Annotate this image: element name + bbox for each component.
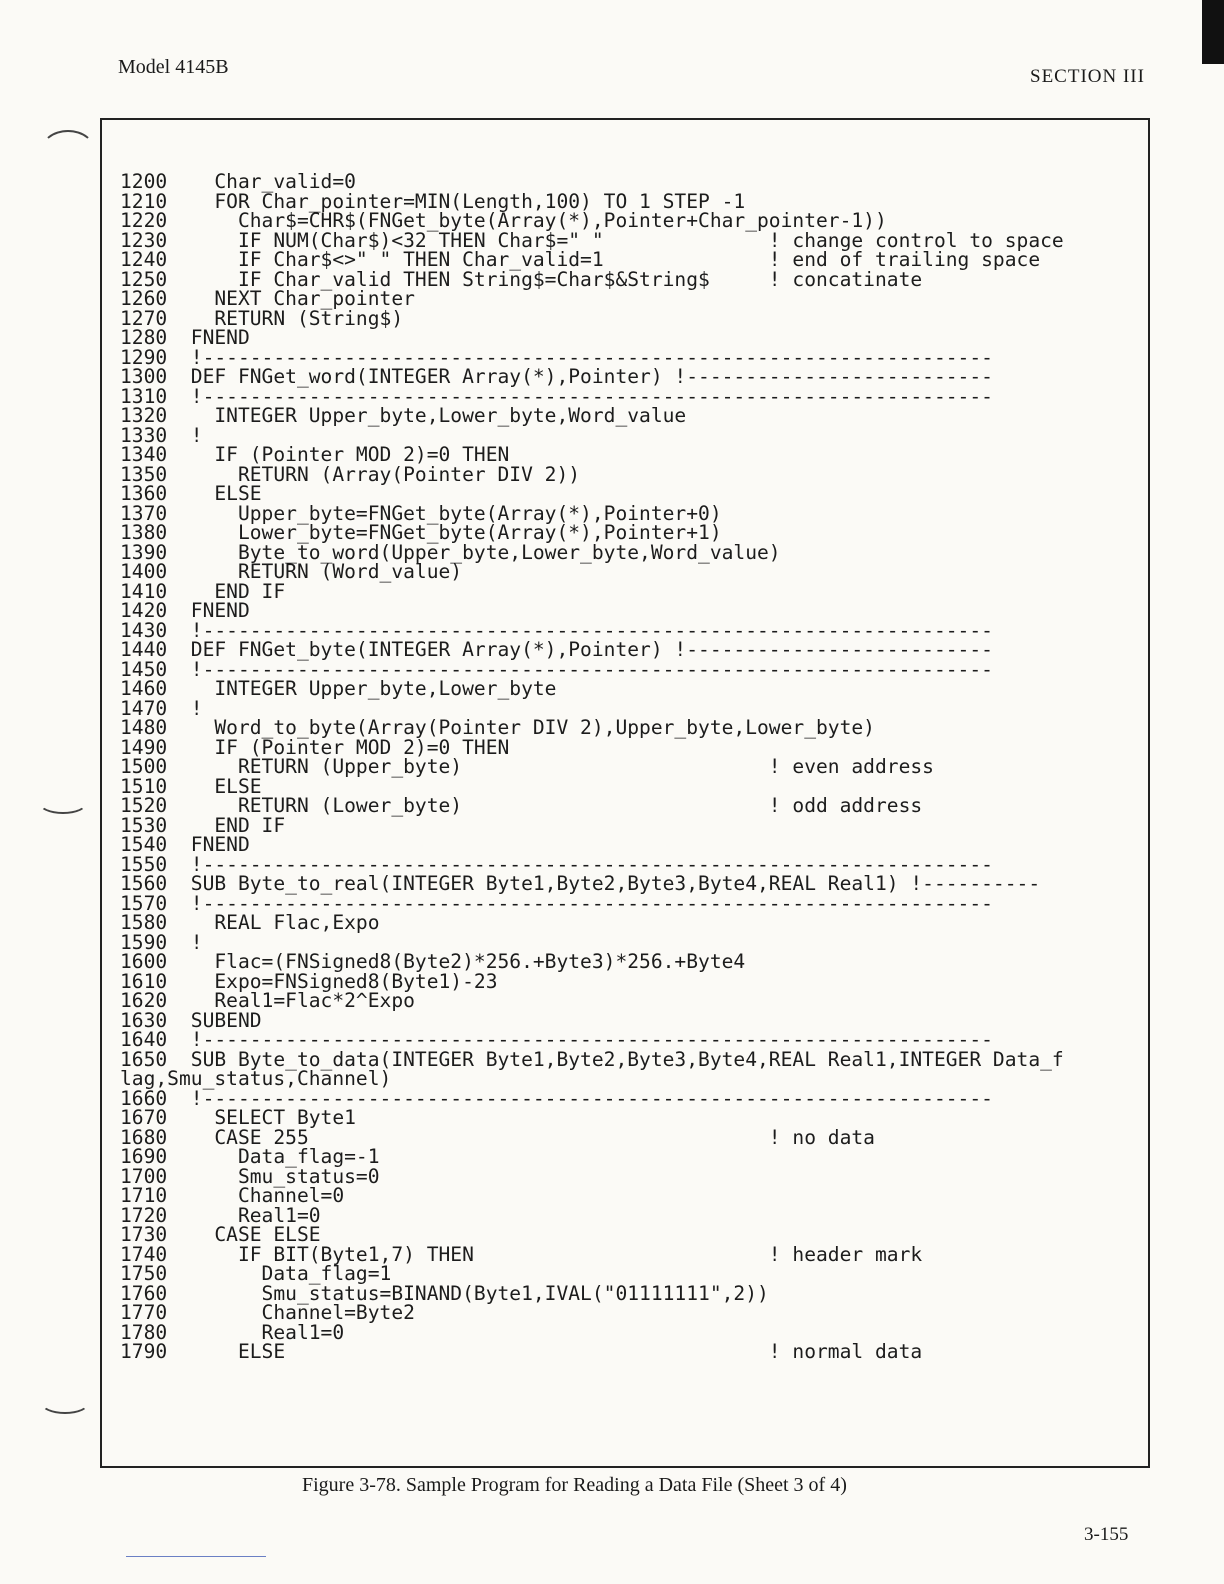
code-line: 1300 DEF FNGet_word(INTEGER Array(*),Pointer) !-------------------------- [120, 365, 993, 388]
code-line: 1500 RETURN (Upper_byte) ! even address [120, 755, 934, 778]
code-line: 1790 ELSE ! normal data [120, 1340, 923, 1363]
code-line: 1220 Char$=CHR$(FNGet_byte(Array(*),Pointer+Char_pointer-1)) [120, 209, 887, 232]
code-line: lag,Smu_status,Channel) [120, 1067, 392, 1090]
code-line: 1250 IF Char_valid THEN String$=Char$&String$ ! concatinate [120, 267, 923, 291]
code-line: 1480 Word_to_byte(Array(Pointer DIV 2),Upper_byte,Lower_byte) [120, 716, 875, 739]
code-line: 1380 Lower_byte=FNGet_byte(Array(*),Pointer+1) [120, 521, 722, 544]
code-line: 1660 !------------------------------------------------------------------- [120, 1086, 993, 1110]
code-line: 1240 IF Char$<>" " THEN Char_valid=1 ! end of trailing space [120, 248, 1041, 271]
code-line: 1330 ! [120, 423, 203, 447]
code-line: 1470 ! [120, 696, 203, 720]
page-number: 3-155 [1084, 1524, 1129, 1545]
code-line: 1640 !------------------------------------------------------------------- [120, 1028, 993, 1051]
code-line: 1390 Byte_to_word(Upper_byte,Lower_byte,Word_value) [120, 540, 781, 564]
code-line: 1210 FOR Char_pointer=MIN(Length,100) TO 1 STEP -1 [120, 189, 746, 213]
code-line: 1280 FNEND [120, 326, 250, 349]
code-line: 1510 ELSE [120, 774, 262, 798]
code-line: 1690 Data_flag=-1 [120, 1145, 380, 1168]
code-line: 1650 SUB Byte_to_data(INTEGER Byte1,Byte2,Byte3,Byte4,REAL Real1,INTEGER Data_f [120, 1047, 1064, 1071]
code-line: 1630 SUBEND [120, 1008, 262, 1032]
code-line: 1410 END IF [120, 579, 286, 603]
code-line: 1590 ! [120, 930, 203, 954]
code-line: 1620 Real1=Flac*2^Expo [120, 989, 415, 1012]
section-header: SECTION III [1030, 66, 1145, 87]
hole-punch-shadow-bottom [40, 1390, 90, 1414]
binding-edge-mark [1202, 0, 1224, 64]
code-line: 1370 Upper_byte=FNGet_byte(Array(*),Pointer+0) [120, 501, 722, 525]
code-line: 1420 FNEND [120, 599, 250, 622]
code-line: 1230 IF NUM(Char$)<32 THEN Char$=" " ! change control to space [120, 228, 1064, 252]
code-line: 1290 !------------------------------------------------------------------- [120, 345, 993, 369]
code-line: 1560 SUB Byte_to_real(INTEGER Byte1,Byte2,Byte3,Byte4,REAL Real1) !---------- [120, 872, 1041, 895]
hole-punch-shadow-middle [38, 790, 88, 814]
code-line: 1570 !------------------------------------------------------------------- [120, 891, 993, 915]
code-line: 1270 RETURN (String$) [120, 306, 404, 330]
code-line: 1430 !------------------------------------------------------------------- [120, 618, 993, 642]
code-line: 1340 IF (Pointer MOD 2)=0 THEN [120, 443, 510, 466]
code-line: 1670 SELECT Byte1 [120, 1106, 356, 1129]
code-line: 1540 FNEND [120, 833, 250, 856]
code-line: 1400 RETURN (Word_value) [120, 560, 463, 583]
code-line: 1780 Real1=0 [120, 1320, 345, 1344]
model-header: Model 4145B [118, 56, 229, 78]
code-line: 1260 NEXT Char_pointer [120, 287, 415, 310]
code-line: 1600 Flac=(FNSigned8(Byte2)*256.+Byte3)*256.+Byte4 [120, 950, 746, 973]
code-line: 1490 IF (Pointer MOD 2)=0 THEN [120, 735, 510, 759]
program-listing [120, 172, 1064, 1362]
code-line: 1320 INTEGER Upper_byte,Lower_byte,Word_value [120, 404, 687, 427]
code-line: 1550 !------------------------------------------------------------------- [120, 852, 993, 876]
code-line: 1740 IF BIT(Byte1,7) THEN ! header mark [120, 1242, 923, 1266]
code-line: 1360 ELSE [120, 482, 262, 505]
code-line: 1350 RETURN (Array(Pointer DIV 2)) [120, 462, 581, 486]
code-line: 1710 Channel=0 [120, 1184, 345, 1207]
code-line: 1680 CASE 255 ! no data [120, 1125, 875, 1149]
code-line: 1750 Data_flag=1 [120, 1262, 392, 1285]
code-line: 1610 Expo=FNSigned8(Byte1)-23 [120, 969, 498, 993]
footer-rule [126, 1556, 266, 1557]
code-line: 1730 CASE ELSE [120, 1223, 321, 1246]
code-line: 1520 RETURN (Lower_byte) ! odd address [120, 794, 923, 817]
code-line: 1580 REAL Flac,Expo [120, 911, 380, 934]
code-line: 1440 DEF FNGet_byte(INTEGER Array(*),Pointer) !-------------------------- [120, 638, 993, 661]
code-line: 1770 Channel=Byte2 [120, 1301, 415, 1324]
code-line: 1720 Real1=0 [120, 1203, 321, 1227]
code-line: 1460 INTEGER Upper_byte,Lower_byte [120, 677, 557, 700]
code-line: 1310 !------------------------------------------------------------------- [120, 384, 993, 408]
code-line: 1530 END IF [120, 813, 286, 837]
code-line: 1450 !------------------------------------------------------------------- [120, 657, 993, 681]
code-line: 1200 Char_valid=0 [120, 170, 356, 193]
figure-caption: Figure 3-78. Sample Program for Reading a Data File (Sheet 3 of 4) [302, 1474, 847, 1496]
code-line: 1760 Smu_status=BINAND(Byte1,IVAL("01111111",2)) [120, 1281, 769, 1305]
hole-punch-shadow-top [40, 130, 96, 174]
code-line: 1700 Smu_status=0 [120, 1164, 380, 1188]
